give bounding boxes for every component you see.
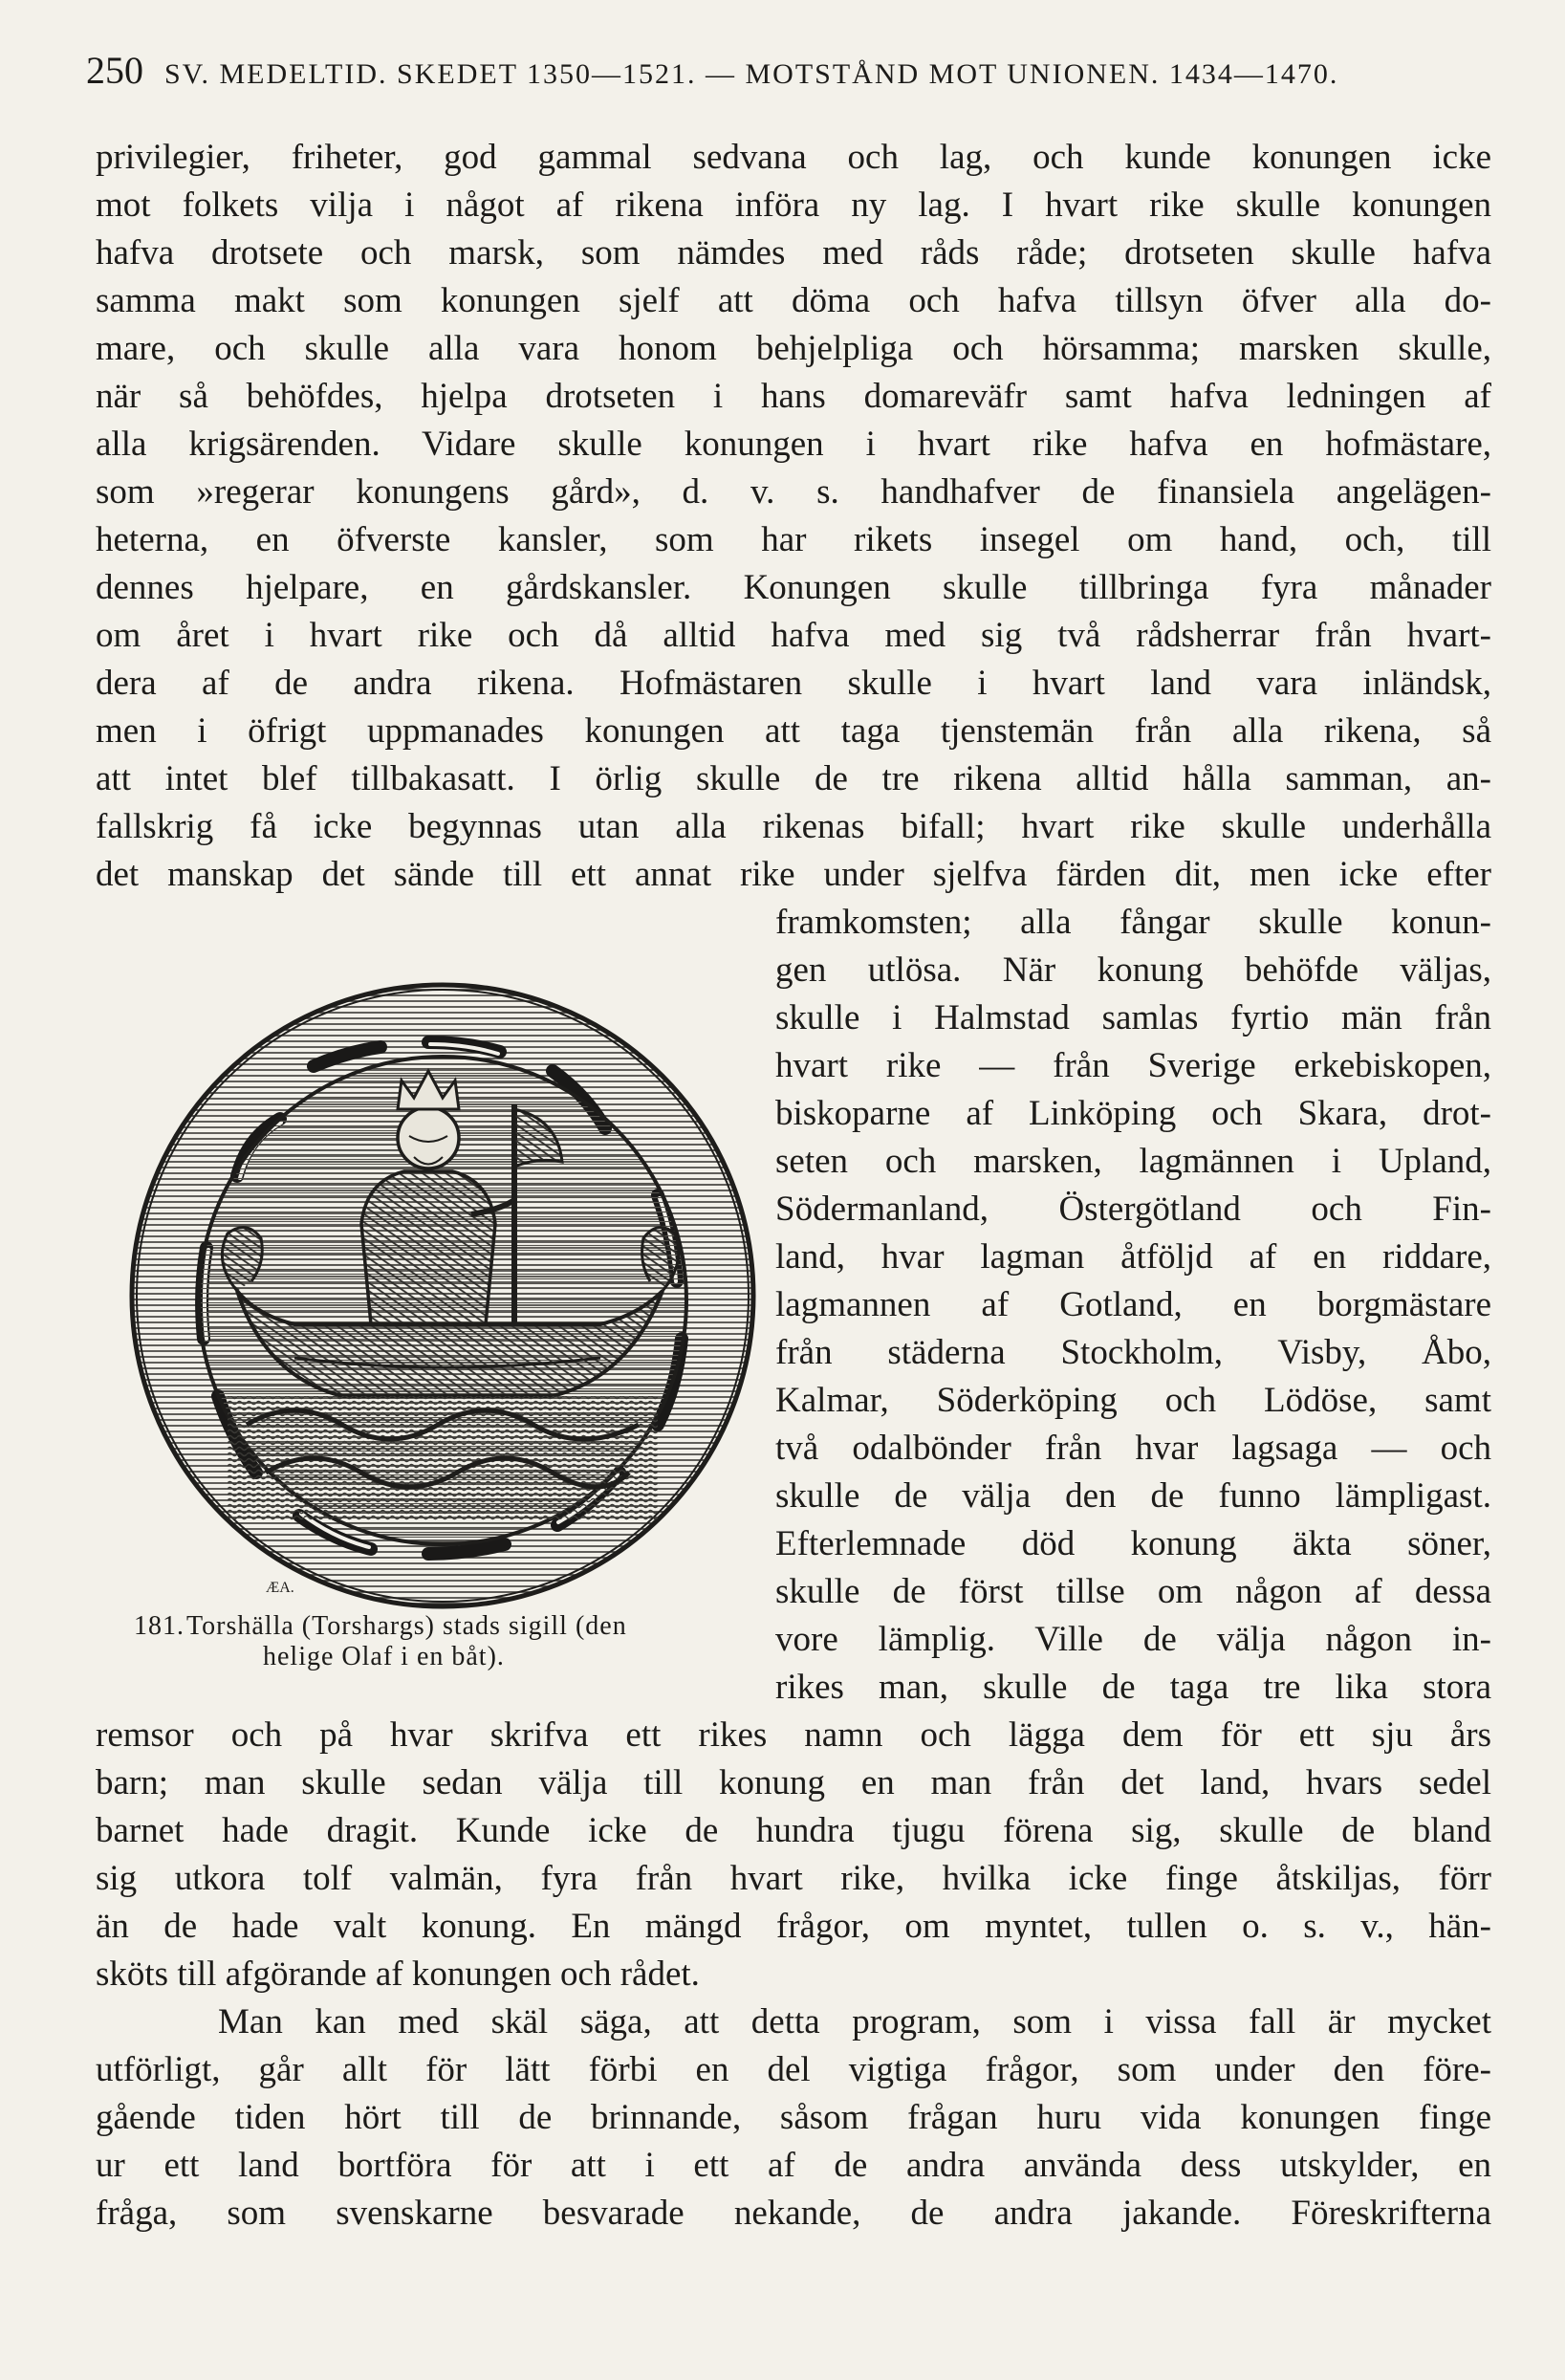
text-line: vore lämplig. Ville de välja någon in-: [775, 1620, 1491, 1659]
text-line: biskoparne af Linköping och Skara, drot-: [775, 1094, 1491, 1133]
text-line: seten och marsken, lagmännen i Upland,: [775, 1142, 1491, 1181]
text-line: land, hvar lagman åtföljd af en riddare,: [775, 1237, 1491, 1277]
text-line: sig utkora tolf valmän, fyra från hvart rike, hvilka icke finge åtskiljas, förr: [96, 1859, 1491, 1898]
text-line: Efterlemnade död konung äkta söner,: [775, 1524, 1491, 1563]
text-line: skulle de först tillse om någon af dessa: [775, 1572, 1491, 1611]
text-line: gen utlösa. När konung behöfde väljas,: [775, 950, 1491, 990]
text-line: rikes man, skulle de taga tre lika stora: [775, 1668, 1491, 1707]
text-line: ur ett land bortföra för att i ett af de andra använda dess utskylder, en: [96, 2146, 1491, 2185]
text-line: mot folkets vilja i något af rikena införa ny lag. I hvart rike skulle konungen: [96, 186, 1491, 225]
text-line: Kalmar, Söderköping och Lödöse, samt: [775, 1381, 1491, 1420]
text-line: Man kan med skäl säga, att detta program, som i vissa fall är mycket: [218, 2002, 1491, 2042]
text-line: barn; man skulle sedan välja till konung en man från det land, hvars sedel: [96, 1763, 1491, 1802]
text-line: Södermanland, Östergötland och Fin-: [775, 1190, 1491, 1229]
text-line: men i öfrigt uppmanades konungen att taga tjenstemän från alla rikena, så: [96, 711, 1491, 751]
text-line: lagmannen af Gotland, en borgmästare: [775, 1285, 1491, 1324]
text-line: om året i hvart rike och då alltid hafva med sig två rådsherrar från hvart-: [96, 616, 1491, 655]
text-line: att intet blef tillbakasatt. I örlig skulle de tre rikena alltid hålla samman, an-: [96, 759, 1491, 798]
figure-number: 181.: [134, 1611, 185, 1641]
text-line: hafva drotsete och marsk, som nämdes med råds råde; drotseten skulle hafva: [96, 233, 1491, 273]
text-line: sköts till afgörande af konungen och rådet.: [96, 1954, 700, 1994]
text-line: hvart rike — från Sverige erkebiskopen,: [775, 1046, 1491, 1085]
text-line: utförligt, går allt för lätt förbi en del vigtiga frågor, som under den före-: [96, 2050, 1491, 2089]
text-line: framkomsten; alla fångar skulle konun-: [775, 903, 1491, 942]
text-line: privilegier, friheter, god gammal sedvana och lag, och kunde konungen icke: [96, 138, 1491, 177]
seal-illustration: [122, 975, 763, 1616]
text-line: två odalbönder från hvar lagsaga — och: [775, 1429, 1491, 1468]
text-line: skulle i Halmstad samlas fyrtio män från: [775, 998, 1491, 1037]
text-line: fallskrig få icke begynnas utan alla rikenas bifall; hvart rike skulle underhålla: [96, 807, 1491, 846]
page-number: 250: [86, 49, 143, 92]
text-line: skulle de välja den de funno lämpligast.: [775, 1476, 1491, 1516]
text-line: än de hade valt konung. En mängd frågor, om myntet, tullen o. s. v., hän-: [96, 1907, 1491, 1946]
text-line: gående tiden hört till de brinnande, såsom frågan huru vida konungen finge: [96, 2098, 1491, 2137]
text-line: heterna, en öfverste kansler, som har rikets insegel om hand, och, till: [96, 520, 1491, 559]
seal-figure: [122, 975, 763, 1616]
text-line: barnet hade dragit. Kunde icke de hundra tjugu förena sig, skulle de bland: [96, 1811, 1491, 1850]
text-line: dera af de andra rikena. Hofmästaren skulle i hvart land vara inländsk,: [96, 664, 1491, 703]
seal-stamp: ÆA.: [266, 1580, 294, 1596]
text-line: remsor och på hvar skrifva ett rikes namn och lägga dem för ett sju års: [96, 1715, 1491, 1755]
running-head: [86, 48, 1501, 96]
figure-caption: [120, 1611, 755, 1672]
text-line: från städerna Stockholm, Visby, Åbo,: [775, 1333, 1491, 1372]
figure-caption-line: helige Olaf i en båt).: [263, 1642, 505, 1671]
text-line: dennes hjelpare, en gårdskansler. Konungen skulle tillbringa fyra månader: [96, 568, 1491, 607]
text-line: samma makt som konungen sjelf att döma och hafva tillsyn öfver alla do-: [96, 281, 1491, 320]
figure-caption-line: Torshälla (Torshargs) stads sigill (den: [186, 1611, 627, 1641]
running-head-title: SV. MEDELTID. SKEDET 1350—1521. — MOTSTÅND MOT UNIONEN. 1434—1470.: [164, 58, 1339, 90]
text-line: det manskap det sände till ett annat rike under sjelfva färden dit, men icke efter: [96, 855, 1491, 894]
text-line: alla krigsärenden. Vidare skulle konungen i hvart rike hafva en hofmästare,: [96, 425, 1491, 464]
text-line: när så behöfdes, hjelpa drotseten i hans domareväfr samt hafva ledningen af: [96, 377, 1491, 416]
text-line: som »regerar konungens gård», d. v. s. handhafver de finansiela angelägen-: [96, 472, 1491, 512]
text-line: mare, och skulle alla vara honom behjelpliga och hörsamma; marsken skulle,: [96, 329, 1491, 368]
text-line: fråga, som svenskarne besvarade nekande, de andra jakande. Föreskrifterna: [96, 2194, 1491, 2233]
